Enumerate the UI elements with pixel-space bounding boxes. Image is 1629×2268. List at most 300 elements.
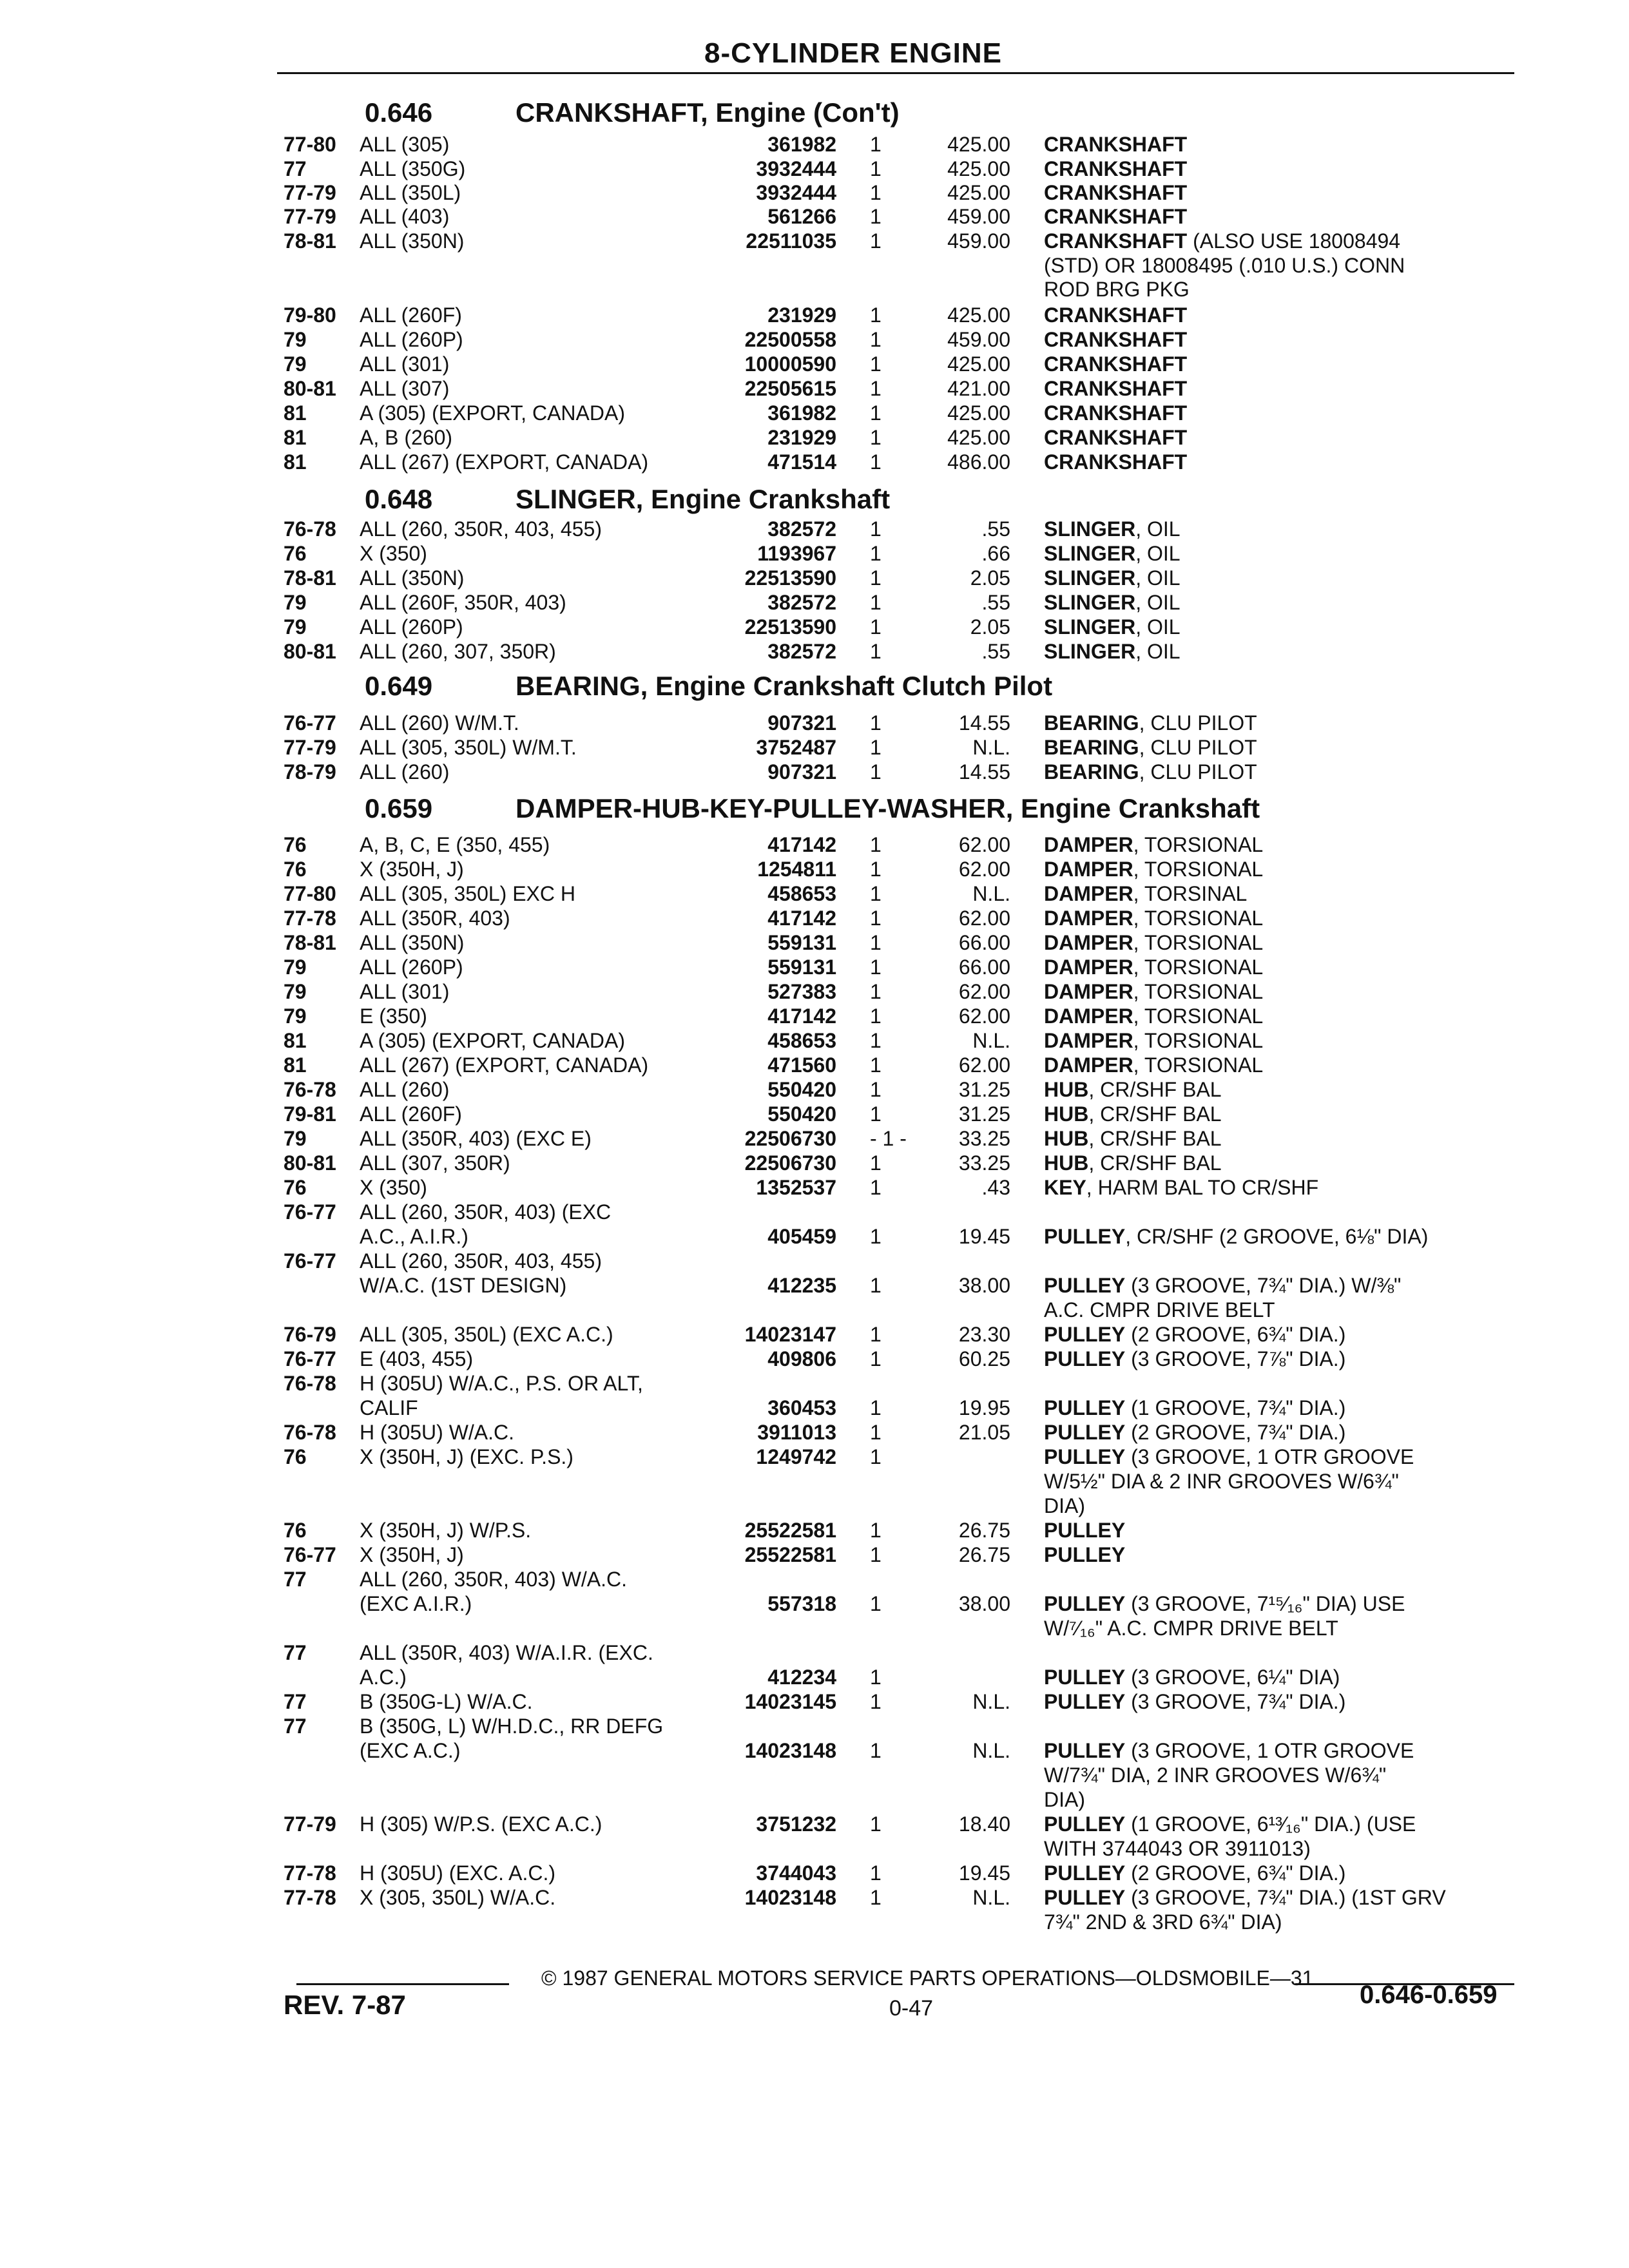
year-cell: 80-81 bbox=[284, 640, 336, 663]
model-cell: ALL (260, 350R, 403, 455) bbox=[360, 517, 602, 541]
year-cell: 76 bbox=[284, 1445, 307, 1468]
description-cell: CRANKSHAFT bbox=[1044, 328, 1188, 351]
description-cell: W/5½" DIA & 2 INR GROOVES W/6¾" bbox=[1044, 1470, 1399, 1493]
table-row bbox=[0, 1445, 1629, 1469]
year-cell: 79 bbox=[284, 591, 307, 614]
model-cell: X (350H, J) bbox=[360, 858, 464, 881]
description-cell: CRANKSHAFT bbox=[1044, 157, 1188, 180]
quantity-cell: 1 bbox=[870, 303, 882, 327]
part-number-cell: 382572 bbox=[767, 640, 836, 663]
description-cell: PULLEY (2 GROOVE, 6¾" DIA.) bbox=[1044, 1323, 1346, 1346]
description-cell: PULLEY (3 GROOVE, 7¾" DIA.) (1ST GRV bbox=[1044, 1886, 1446, 1909]
section-range: 0.646-0.659 bbox=[1360, 1981, 1498, 2009]
quantity-cell: 1 bbox=[870, 907, 882, 930]
price-cell: 26.75 bbox=[958, 1543, 1010, 1566]
description-cell: PULLEY bbox=[1044, 1543, 1126, 1566]
year-cell: 77-79 bbox=[284, 736, 336, 759]
price-cell: .55 bbox=[981, 591, 1010, 614]
quantity-cell: 1 bbox=[870, 1053, 882, 1077]
description-cell: W/⁷⁄₁₆" A.C. CMPR DRIVE BELT bbox=[1044, 1617, 1338, 1640]
quantity-cell: 1 bbox=[870, 931, 882, 954]
description-cell: (STD) OR 18008495 (.010 U.S.) CONN bbox=[1044, 254, 1405, 277]
table-row bbox=[0, 180, 1629, 205]
part-number-cell: 458653 bbox=[767, 882, 836, 905]
description-cell: CRANKSHAFT bbox=[1044, 450, 1188, 474]
description-cell: PULLEY (3 GROOVE, 1 OTR GROOVE bbox=[1044, 1445, 1414, 1468]
description-cell: SLINGER, OIL bbox=[1044, 566, 1181, 590]
description-cell: BEARING, CLU PILOT bbox=[1044, 711, 1257, 735]
price-cell: 421.00 bbox=[947, 377, 1010, 400]
quantity-cell: 1 bbox=[870, 1151, 882, 1175]
quantity-cell: 1 bbox=[870, 1812, 882, 1836]
table-row bbox=[0, 450, 1629, 474]
section-name: BEARING, Engine Crankshaft Clutch Pilot bbox=[516, 671, 1053, 701]
price-cell: 425.00 bbox=[947, 426, 1010, 449]
year-cell: 78-79 bbox=[284, 760, 336, 783]
table-row bbox=[0, 1273, 1629, 1298]
revision-label: REV. 7-87 bbox=[284, 1990, 406, 2020]
model-cell: A (305) (EXPORT, CANADA) bbox=[360, 401, 625, 425]
part-number-cell: 361982 bbox=[767, 133, 836, 156]
quantity-cell: 1 bbox=[870, 1886, 882, 1909]
part-number-cell: 1254811 bbox=[757, 858, 836, 881]
table-row bbox=[0, 376, 1629, 401]
quantity-cell: 1 bbox=[870, 426, 882, 449]
year-cell: 76-77 bbox=[284, 1249, 336, 1273]
part-number-cell: 409806 bbox=[767, 1347, 836, 1370]
table-row bbox=[0, 1200, 1629, 1224]
table-row bbox=[0, 1640, 1629, 1665]
year-cell: 77-78 bbox=[284, 907, 336, 930]
model-cell: B (350G, L) W/H.D.C., RR DEFG bbox=[360, 1715, 664, 1738]
quantity-cell: - 1 - bbox=[870, 1127, 907, 1150]
price-cell: 62.00 bbox=[958, 907, 1010, 930]
description-cell: DAMPER, TORSIONAL bbox=[1044, 980, 1264, 1003]
model-cell: ALL (305, 350L) (EXC A.C.) bbox=[360, 1323, 613, 1346]
description-cell: HUB, CR/SHF BAL bbox=[1044, 1127, 1222, 1150]
description-cell: PULLEY (3 GROOVE, 1 OTR GROOVE bbox=[1044, 1739, 1414, 1762]
model-cell: ALL (305) bbox=[360, 133, 450, 156]
model-cell: H (305U) (EXC. A.C.) bbox=[360, 1861, 556, 1885]
model-cell: ALL (260, 350R, 403, 455) bbox=[360, 1249, 602, 1273]
price-cell: 486.00 bbox=[947, 450, 1010, 474]
table-row bbox=[0, 517, 1629, 541]
part-number-cell: 360453 bbox=[767, 1396, 836, 1419]
quantity-cell: 1 bbox=[870, 1861, 882, 1885]
footer-rule-left bbox=[296, 1983, 509, 1985]
table-row bbox=[0, 1053, 1629, 1077]
description-cell: PULLEY (3 GROOVE, 7¾" DIA.) W/⅜" bbox=[1044, 1274, 1402, 1297]
price-cell: 26.75 bbox=[958, 1519, 1010, 1542]
year-cell: 79 bbox=[284, 615, 307, 639]
year-cell: 79-80 bbox=[284, 303, 336, 327]
quantity-cell: 1 bbox=[870, 615, 882, 639]
description-cell: CRANKSHAFT bbox=[1044, 401, 1188, 425]
description-cell: BEARING, CLU PILOT bbox=[1044, 760, 1257, 783]
part-number-cell: 14023145 bbox=[744, 1690, 836, 1713]
quantity-cell: 1 bbox=[870, 517, 882, 541]
table-row bbox=[0, 615, 1629, 639]
price-cell: 31.25 bbox=[958, 1102, 1010, 1126]
part-number-cell: 1249742 bbox=[756, 1445, 836, 1468]
model-cell: ALL (307, 350R) bbox=[360, 1151, 510, 1175]
price-cell: 62.00 bbox=[958, 833, 1010, 856]
part-number-cell: 22505615 bbox=[744, 377, 836, 400]
table-row bbox=[0, 425, 1629, 450]
quantity-cell: 1 bbox=[870, 858, 882, 881]
table-row bbox=[0, 327, 1629, 352]
model-cell: A (305) (EXPORT, CANADA) bbox=[360, 1029, 625, 1052]
price-cell: 14.55 bbox=[958, 711, 1010, 735]
year-cell: 78-81 bbox=[284, 931, 336, 954]
quantity-cell: 1 bbox=[870, 591, 882, 614]
price-cell: N.L. bbox=[972, 1739, 1010, 1762]
table-row bbox=[0, 881, 1629, 906]
description-cell: DAMPER, TORSIONAL bbox=[1044, 1004, 1264, 1028]
model-cell: H (305U) W/A.C., P.S. OR ALT, bbox=[360, 1372, 643, 1395]
table-row bbox=[0, 1077, 1629, 1102]
year-cell: 77 bbox=[284, 157, 307, 180]
quantity-cell: 1 bbox=[870, 760, 882, 783]
part-number-cell: 559131 bbox=[767, 956, 836, 979]
model-cell: ALL (260F, 350R, 403) bbox=[360, 591, 566, 614]
quantity-cell: 1 bbox=[870, 157, 882, 180]
description-cell: SLINGER, OIL bbox=[1044, 615, 1181, 639]
table-row bbox=[0, 566, 1629, 590]
model-cell: A, B, C, E (350, 455) bbox=[360, 833, 550, 856]
part-number-cell: 14023148 bbox=[744, 1886, 836, 1909]
table-row bbox=[0, 253, 1629, 278]
part-number-cell: 361982 bbox=[767, 401, 836, 425]
year-cell: 76 bbox=[284, 1519, 307, 1542]
year-cell: 76 bbox=[284, 858, 307, 881]
year-cell: 76-78 bbox=[284, 1372, 336, 1395]
price-cell: 19.45 bbox=[958, 1861, 1010, 1885]
table-row bbox=[0, 1396, 1629, 1420]
price-cell: 38.00 bbox=[958, 1592, 1010, 1615]
table-row bbox=[0, 1469, 1629, 1494]
description-cell: PULLEY (3 GROOVE, 7⅞" DIA.) bbox=[1044, 1347, 1346, 1370]
price-cell: N.L. bbox=[972, 1886, 1010, 1909]
model-cell: ALL (260, 307, 350R) bbox=[360, 640, 556, 663]
table-row bbox=[0, 132, 1629, 157]
part-number-cell: 471514 bbox=[767, 450, 836, 474]
model-cell: ALL (350R, 403) bbox=[360, 907, 510, 930]
part-number-cell: 557318 bbox=[767, 1592, 836, 1615]
description-cell: W/7¾" DIA, 2 INR GROOVES W/6¾" bbox=[1044, 1763, 1387, 1787]
quantity-cell: 1 bbox=[870, 1225, 882, 1248]
copyright-text: © 1987 GENERAL MOTORS SERVICE PARTS OPERATIONS—OLDSMOBILE—31 bbox=[541, 1966, 1314, 1990]
price-cell: 33.25 bbox=[958, 1127, 1010, 1150]
description-cell: CRANKSHAFT bbox=[1044, 426, 1188, 449]
section-number: 0.648 bbox=[365, 484, 433, 514]
description-cell: CRANKSHAFT bbox=[1044, 303, 1188, 327]
description-cell: SLINGER, OIL bbox=[1044, 542, 1181, 565]
price-cell: N.L. bbox=[972, 1690, 1010, 1713]
year-cell: 77 bbox=[284, 1690, 307, 1713]
description-cell: CRANKSHAFT bbox=[1044, 352, 1188, 376]
quantity-cell: 1 bbox=[870, 1592, 882, 1615]
description-cell: PULLEY (1 GROOVE, 7¾" DIA.) bbox=[1044, 1396, 1346, 1419]
year-cell: 79 bbox=[284, 1004, 307, 1028]
quantity-cell: 1 bbox=[870, 1078, 882, 1101]
table-row bbox=[0, 1714, 1629, 1738]
year-cell: 81 bbox=[284, 450, 307, 474]
table-row bbox=[0, 1347, 1629, 1371]
table-row bbox=[0, 1249, 1629, 1273]
price-cell: N.L. bbox=[972, 736, 1010, 759]
table-row bbox=[0, 1371, 1629, 1396]
section-header bbox=[0, 93, 1629, 132]
part-number-cell: 22500558 bbox=[744, 328, 836, 351]
model-cell: A.C.) bbox=[360, 1666, 407, 1689]
year-cell: 81 bbox=[284, 401, 307, 425]
year-cell: 79 bbox=[284, 956, 307, 979]
price-cell: .55 bbox=[981, 640, 1010, 663]
page-number: 0-47 bbox=[889, 1996, 934, 2021]
description-cell: DIA) bbox=[1044, 1788, 1085, 1811]
model-cell: ALL (350L) bbox=[360, 181, 461, 204]
model-cell: ALL (260P) bbox=[360, 328, 463, 351]
quantity-cell: 1 bbox=[870, 328, 882, 351]
table-row bbox=[0, 1175, 1629, 1200]
year-cell: 78-81 bbox=[284, 229, 336, 253]
description-cell: DAMPER, TORSIONAL bbox=[1044, 1029, 1264, 1052]
table-row bbox=[0, 955, 1629, 979]
quantity-cell: 1 bbox=[870, 711, 882, 735]
table-row bbox=[0, 1420, 1629, 1445]
description-cell: CRANKSHAFT bbox=[1044, 205, 1188, 228]
quantity-cell: 1 bbox=[870, 1421, 882, 1444]
part-number-cell: 382572 bbox=[767, 591, 836, 614]
table-row bbox=[0, 1004, 1629, 1028]
description-cell: PULLEY, CR/SHF (2 GROOVE, 6⅛" DIA) bbox=[1044, 1225, 1429, 1248]
year-cell: 76 bbox=[284, 542, 307, 565]
description-cell: SLINGER, OIL bbox=[1044, 517, 1181, 541]
price-cell: 62.00 bbox=[958, 858, 1010, 881]
section-number: 0.649 bbox=[365, 671, 433, 701]
model-cell: CALIF bbox=[360, 1396, 418, 1419]
part-number-cell: 22506730 bbox=[744, 1151, 836, 1175]
description-cell: CRANKSHAFT bbox=[1044, 133, 1188, 156]
description-cell: DAMPER, TORSIONAL bbox=[1044, 1053, 1264, 1077]
year-cell: 77 bbox=[284, 1641, 307, 1664]
model-cell: ALL (350R, 403) W/A.I.R. (EXC. bbox=[360, 1641, 653, 1664]
model-cell: ALL (260F) bbox=[360, 1102, 462, 1126]
year-cell: 81 bbox=[284, 1053, 307, 1077]
price-cell: 14.55 bbox=[958, 760, 1010, 783]
year-cell: 80-81 bbox=[284, 1151, 336, 1175]
page-title: 8-CYLINDER ENGINE bbox=[704, 37, 1002, 69]
model-cell: ALL (301) bbox=[360, 980, 450, 1003]
description-cell: PULLEY (2 GROOVE, 6¾" DIA.) bbox=[1044, 1861, 1346, 1885]
description-cell: ROD BRG PKG bbox=[1044, 278, 1190, 301]
quantity-cell: 1 bbox=[870, 1666, 882, 1689]
year-cell: 77-80 bbox=[284, 133, 336, 156]
price-cell: 425.00 bbox=[947, 352, 1010, 376]
model-cell: A.C., A.I.R.) bbox=[360, 1225, 468, 1248]
table-row bbox=[0, 1861, 1629, 1885]
quantity-cell: 1 bbox=[870, 133, 882, 156]
quantity-cell: 1 bbox=[870, 542, 882, 565]
part-number-cell: 3932444 bbox=[756, 181, 836, 204]
year-cell: 77-79 bbox=[284, 205, 336, 228]
price-cell: 459.00 bbox=[947, 328, 1010, 351]
table-row bbox=[0, 1542, 1629, 1567]
table-row bbox=[0, 352, 1629, 376]
year-cell: 76-78 bbox=[284, 1421, 336, 1444]
model-cell: ALL (260, 350R, 403) (EXC bbox=[360, 1200, 612, 1224]
quantity-cell: 1 bbox=[870, 377, 882, 400]
description-cell: PULLEY (1 GROOVE, 6¹³⁄₁₆" DIA.) (USE bbox=[1044, 1812, 1416, 1836]
price-cell: 19.45 bbox=[958, 1225, 1010, 1248]
quantity-cell: 1 bbox=[870, 1396, 882, 1419]
table-row bbox=[0, 1885, 1629, 1910]
price-cell: 425.00 bbox=[947, 303, 1010, 327]
table-row bbox=[0, 1787, 1629, 1812]
part-number-cell: 1193967 bbox=[757, 542, 836, 565]
model-cell: ALL (403) bbox=[360, 205, 450, 228]
quantity-cell: 1 bbox=[870, 450, 882, 474]
description-cell: DAMPER, TORSIONAL bbox=[1044, 907, 1264, 930]
part-number-cell: 22511035 bbox=[746, 229, 836, 253]
model-cell: H (305) W/P.S. (EXC A.C.) bbox=[360, 1812, 602, 1836]
model-cell: W/A.C. (1ST DESIGN) bbox=[360, 1274, 567, 1297]
price-cell: 62.00 bbox=[958, 1053, 1010, 1077]
year-cell: 76 bbox=[284, 1176, 307, 1199]
price-cell: N.L. bbox=[972, 882, 1010, 905]
quantity-cell: 1 bbox=[870, 1519, 882, 1542]
table-row bbox=[0, 760, 1629, 784]
year-cell: 76 bbox=[284, 833, 307, 856]
quantity-cell: 1 bbox=[870, 736, 882, 759]
quantity-cell: 1 bbox=[870, 1690, 882, 1713]
description-cell: HUB, CR/SHF BAL bbox=[1044, 1151, 1222, 1175]
section-header bbox=[0, 667, 1629, 706]
table-row bbox=[0, 1518, 1629, 1542]
model-cell: X (350) bbox=[360, 1176, 427, 1199]
description-cell: CRANKSHAFT bbox=[1044, 377, 1188, 400]
year-cell: 77-80 bbox=[284, 882, 336, 905]
price-cell: 60.25 bbox=[958, 1347, 1010, 1370]
year-cell: 78-81 bbox=[284, 566, 336, 590]
table-row bbox=[0, 1763, 1629, 1787]
description-cell: 7¾" 2ND & 3RD 6¾" DIA) bbox=[1044, 1910, 1282, 1934]
quantity-cell: 1 bbox=[870, 566, 882, 590]
price-cell: .55 bbox=[981, 517, 1010, 541]
table-row bbox=[0, 1151, 1629, 1175]
title-rule bbox=[277, 72, 1514, 74]
model-cell: ALL (260) bbox=[360, 760, 450, 783]
year-cell: 77-78 bbox=[284, 1886, 336, 1909]
part-number-cell: 550420 bbox=[767, 1078, 836, 1101]
description-cell: A.C. CMPR DRIVE BELT bbox=[1044, 1298, 1275, 1321]
price-cell: 425.00 bbox=[947, 157, 1010, 180]
description-cell: SLINGER, OIL bbox=[1044, 591, 1181, 614]
year-cell: 77-78 bbox=[284, 1861, 336, 1885]
table-row bbox=[0, 1616, 1629, 1640]
description-cell: PULLEY bbox=[1044, 1519, 1126, 1542]
table-row bbox=[0, 1738, 1629, 1763]
model-cell: X (350H, J) bbox=[360, 1543, 464, 1566]
description-cell: SLINGER, OIL bbox=[1044, 640, 1181, 663]
quantity-cell: 1 bbox=[870, 1176, 882, 1199]
part-number-cell: 417142 bbox=[767, 907, 836, 930]
quantity-cell: 1 bbox=[870, 1323, 882, 1346]
price-cell: 38.00 bbox=[958, 1274, 1010, 1297]
part-number-cell: 471560 bbox=[767, 1053, 836, 1077]
section-name: CRANKSHAFT, Engine (Con't) bbox=[516, 97, 900, 128]
part-number-cell: 3752487 bbox=[756, 736, 836, 759]
section-header bbox=[0, 480, 1629, 519]
description-cell: HUB, CR/SHF BAL bbox=[1044, 1102, 1222, 1126]
quantity-cell: 1 bbox=[870, 352, 882, 376]
description-cell: DAMPER, TORSIONAL bbox=[1044, 956, 1264, 979]
table-row bbox=[0, 639, 1629, 664]
part-number-cell: 527383 bbox=[767, 980, 836, 1003]
model-cell: ALL (260) W/M.T. bbox=[360, 711, 519, 735]
part-number-cell: 417142 bbox=[767, 833, 836, 856]
model-cell: ALL (350N) bbox=[360, 229, 465, 253]
model-cell: ALL (260F) bbox=[360, 303, 462, 327]
part-number-cell: 3751232 bbox=[756, 1812, 836, 1836]
year-cell: 76-77 bbox=[284, 1347, 336, 1370]
table-row bbox=[0, 1567, 1629, 1591]
section-name: SLINGER, Engine Crankshaft bbox=[516, 484, 891, 514]
year-cell: 79 bbox=[284, 352, 307, 376]
table-row bbox=[0, 303, 1629, 327]
table-row bbox=[0, 1689, 1629, 1714]
part-number-cell: 22513590 bbox=[744, 615, 836, 639]
table-row bbox=[0, 277, 1629, 302]
model-cell: ALL (307) bbox=[360, 377, 450, 400]
table-row bbox=[0, 1298, 1629, 1322]
year-cell: 81 bbox=[284, 426, 307, 449]
price-cell: 62.00 bbox=[958, 980, 1010, 1003]
year-cell: 76-78 bbox=[284, 1078, 336, 1101]
table-row bbox=[0, 1836, 1629, 1861]
model-cell: ALL (350G) bbox=[360, 157, 466, 180]
section-number: 0.659 bbox=[365, 793, 433, 823]
model-cell: ALL (260P) bbox=[360, 615, 463, 639]
quantity-cell: 1 bbox=[870, 833, 882, 856]
quantity-cell: 1 bbox=[870, 401, 882, 425]
part-number-cell: 231929 bbox=[767, 303, 836, 327]
part-number-cell: 559131 bbox=[767, 931, 836, 954]
quantity-cell: 1 bbox=[870, 882, 882, 905]
table-row bbox=[0, 735, 1629, 760]
part-number-cell: 22513590 bbox=[744, 566, 836, 590]
price-cell: 2.05 bbox=[970, 615, 1010, 639]
quantity-cell: 1 bbox=[870, 1347, 882, 1370]
part-number-cell: 14023148 bbox=[744, 1739, 836, 1762]
description-cell: WITH 3744043 OR 3911013) bbox=[1044, 1837, 1311, 1860]
part-number-cell: 412234 bbox=[767, 1666, 836, 1689]
price-cell: 18.40 bbox=[958, 1812, 1010, 1836]
price-cell: 459.00 bbox=[947, 229, 1010, 253]
price-cell: .66 bbox=[981, 542, 1010, 565]
quantity-cell: 1 bbox=[870, 205, 882, 228]
model-cell: ALL (267) (EXPORT, CANADA) bbox=[360, 1053, 649, 1077]
model-cell: A, B (260) bbox=[360, 426, 453, 449]
price-cell: 31.25 bbox=[958, 1078, 1010, 1101]
description-cell: PULLEY (3 GROOVE, 7¹⁵⁄₁₆" DIA) USE bbox=[1044, 1592, 1405, 1615]
description-cell: BEARING, CLU PILOT bbox=[1044, 736, 1257, 759]
description-cell: DAMPER, TORSIONAL bbox=[1044, 858, 1264, 881]
year-cell: 79 bbox=[284, 980, 307, 1003]
part-number-cell: 3911013 bbox=[757, 1421, 836, 1444]
description-cell: HUB, CR/SHF BAL bbox=[1044, 1078, 1222, 1101]
